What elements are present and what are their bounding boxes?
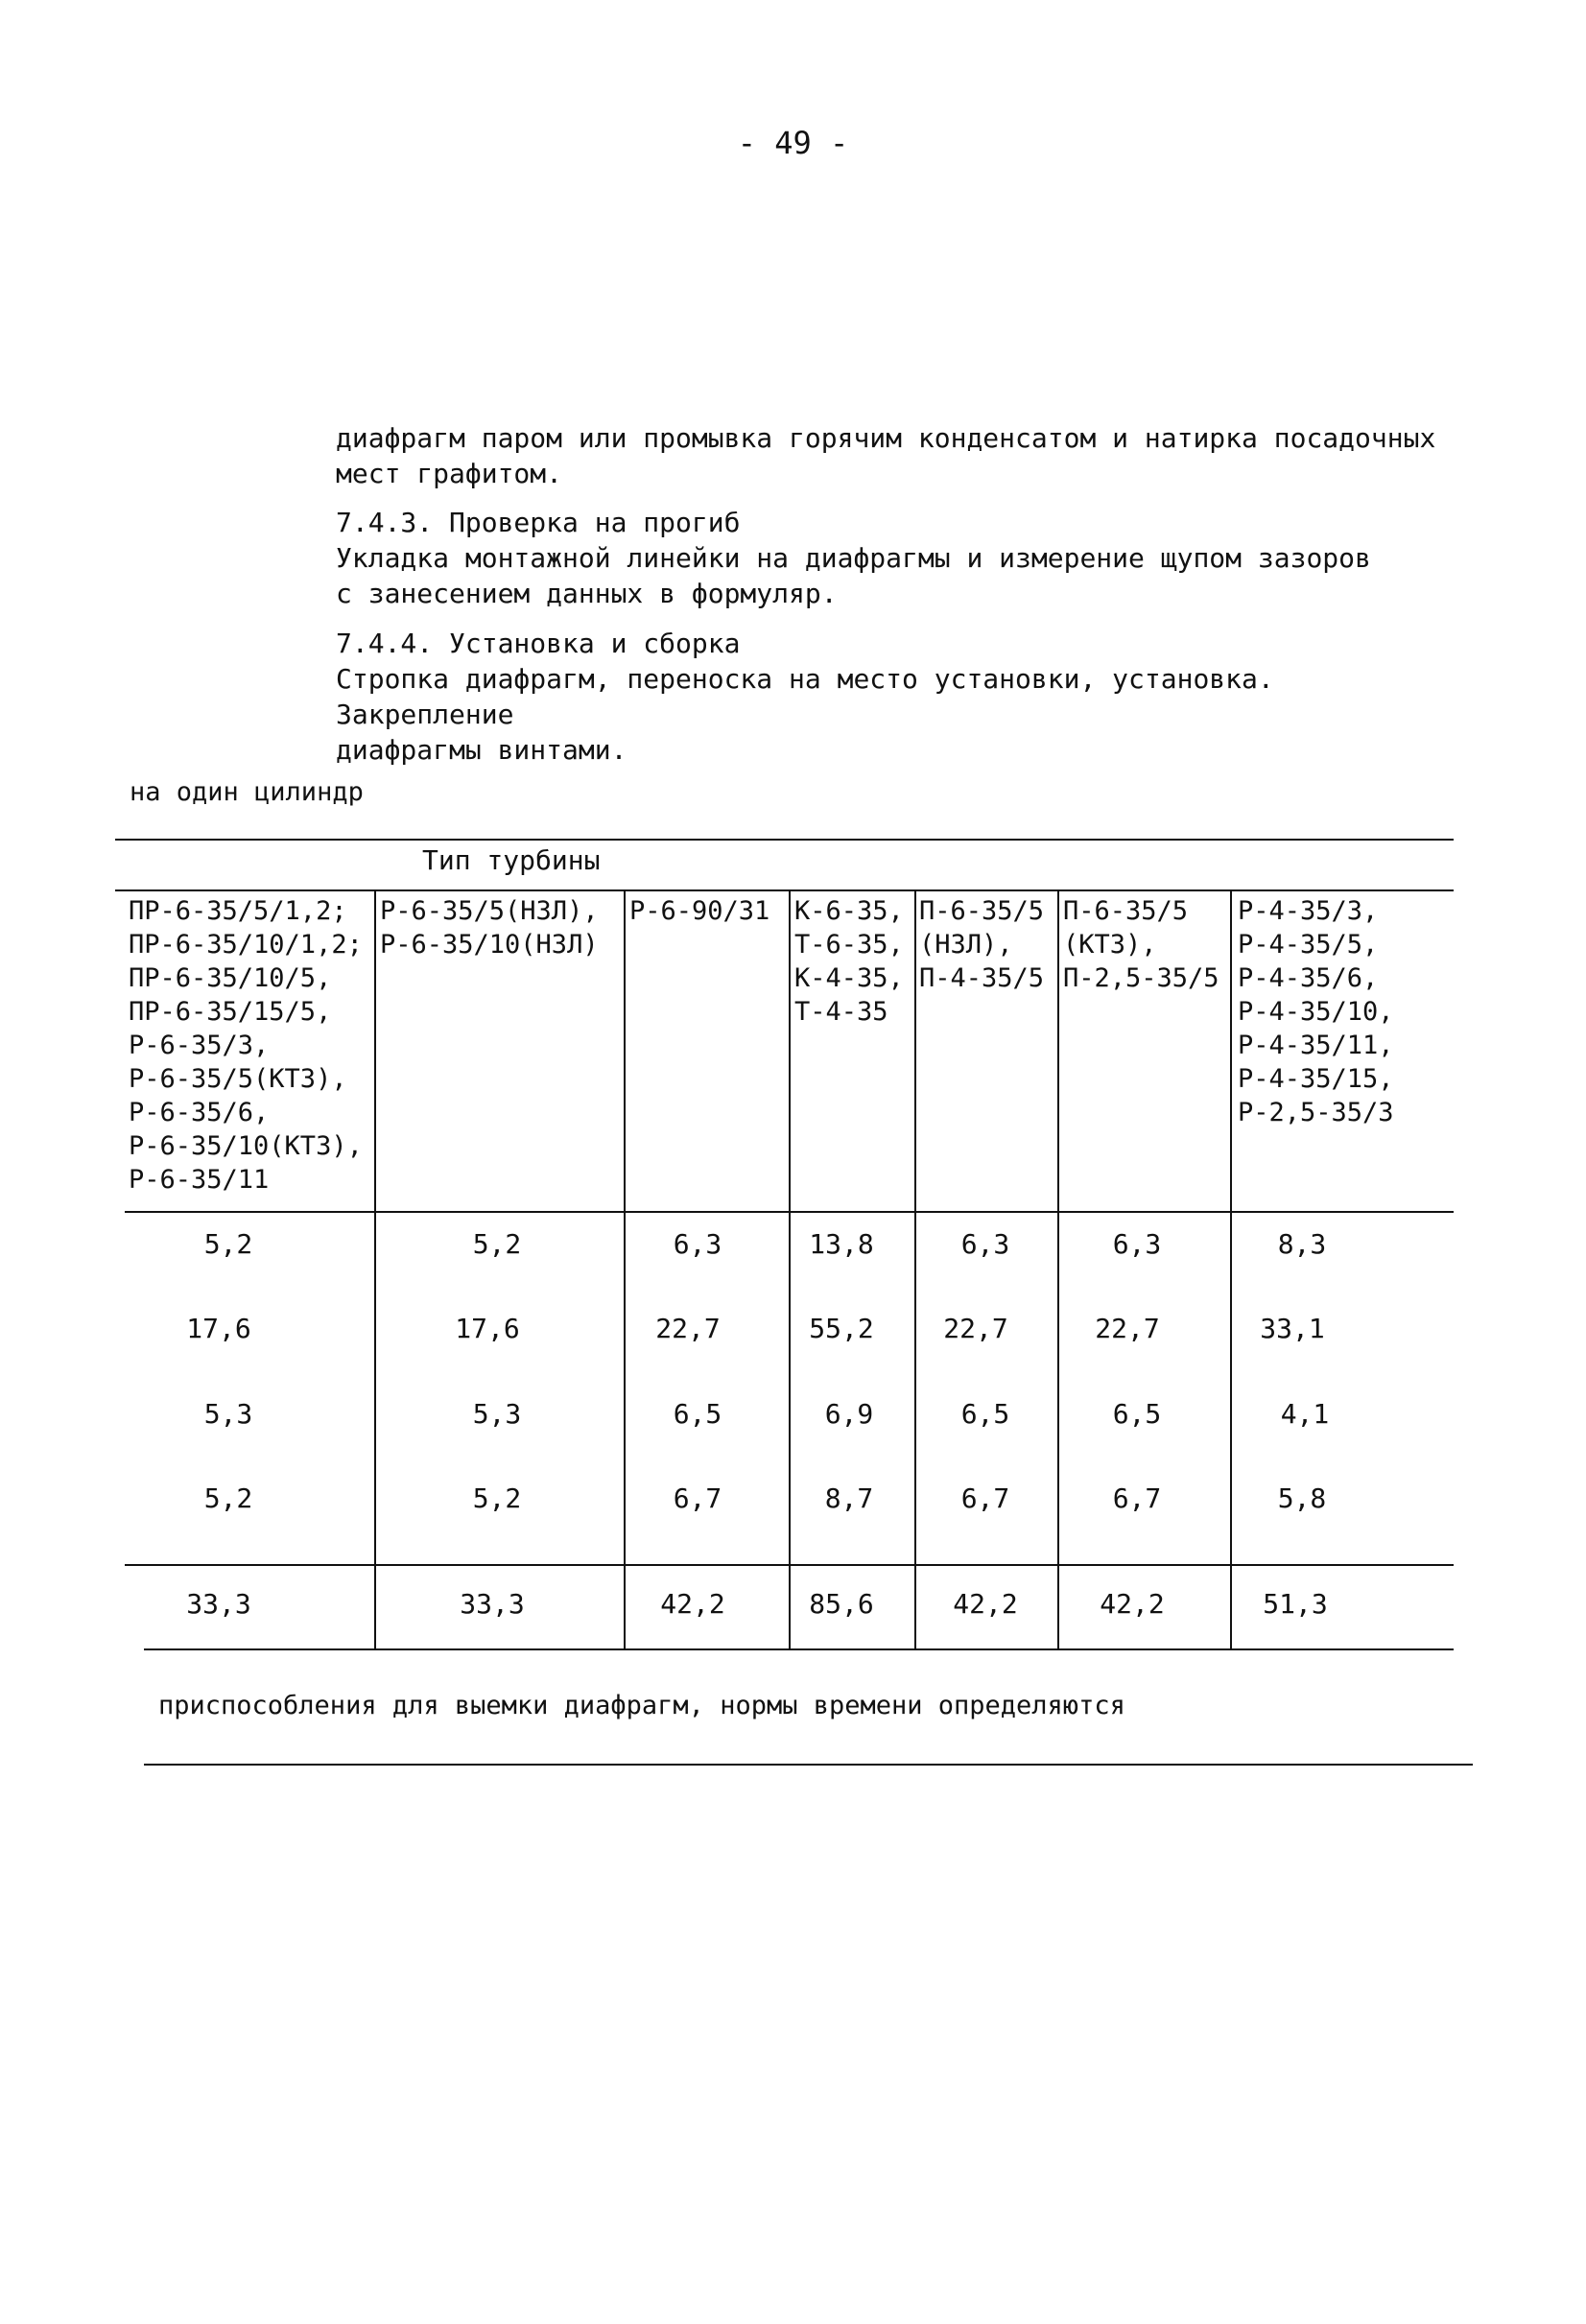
table-cell: 33,1 (1260, 1313, 1325, 1344)
table-cell: 8,3 (1277, 1228, 1327, 1260)
table-cell: 6,9 (824, 1398, 874, 1430)
table-cell: 22,7 (943, 1313, 1008, 1344)
table-cell: 5,2 (203, 1228, 253, 1260)
table-cell: 17,6 (186, 1313, 251, 1344)
column-heading: Р-6-90/31 (629, 896, 770, 926)
table-cell: 51,3 (1263, 1588, 1328, 1620)
table-cell: 6,3 (960, 1228, 1010, 1260)
table-cell: 6,5 (1112, 1398, 1162, 1430)
table-cell: 17,6 (455, 1313, 520, 1344)
column-divider (789, 889, 791, 1648)
column-divider (1057, 889, 1059, 1648)
table-cell: 22,7 (1095, 1313, 1160, 1344)
column-heading: ПР-6-35/5/1,2; ПР-6-35/10/1,2; ПР-6-35/10/5, ПР-6-35/15/5, Р-6-35/3, Р-6-35/5(КТЗ), Р-6-35/6, Р-6-35/10(КТЗ), Р-6-35/11 (129, 896, 363, 1195)
column-heading: Р-4-35/3, Р-4-35/5, Р-4-35/6, Р-4-35/10, Р-4-35/11, Р-4-35/15, Р-2,5-35/3 (1238, 896, 1394, 1127)
table-cell: 5,2 (203, 1482, 253, 1514)
table-cell: 5,8 (1277, 1482, 1327, 1514)
table-caption: на один цилиндр (130, 777, 364, 807)
table-cell: 8,7 (824, 1482, 874, 1514)
table-cell: 33,3 (460, 1588, 525, 1620)
totals-bottom-rule (144, 1648, 1454, 1650)
table-cell: 33,3 (186, 1588, 251, 1620)
table-cell: 5,2 (472, 1482, 522, 1514)
footnote-rule (144, 1764, 1473, 1766)
table-cell: 6,7 (1112, 1482, 1162, 1514)
table-cell: 6,5 (673, 1398, 722, 1430)
table-cell: 42,2 (1100, 1588, 1165, 1620)
column-divider (914, 889, 916, 1648)
column-divider (374, 889, 376, 1648)
table-cell: 5,2 (472, 1228, 522, 1260)
table-top-rule (115, 839, 1454, 841)
header-rule (115, 889, 1454, 891)
table-cell: 5,3 (472, 1398, 522, 1430)
table-cell: 22,7 (655, 1313, 721, 1344)
paragraph-steam-cleaning: диафрагм паром или промывка горячим конденсатом и натирка посадочных мест графитом. (336, 422, 1436, 489)
table-cell: 6,3 (673, 1228, 722, 1260)
column-heading: К-6-35, Т-6-35, К-4-35, Т-4-35 (794, 896, 904, 1027)
table-cell: 13,8 (809, 1228, 874, 1260)
table-cell: 55,2 (809, 1313, 874, 1344)
table-cell: 6,7 (673, 1482, 722, 1514)
table-cell: 42,2 (953, 1588, 1018, 1620)
paragraph-deflection-check: 7.4.3. Проверка на прогиб Укладка монтажной линейки на диафрагмы и измерение щупом зазоров с занесением данных в формуляр. (336, 507, 1371, 609)
table-cell: 6,3 (1112, 1228, 1162, 1260)
page-number: - 49 - (737, 125, 849, 161)
table-cell: 5,3 (203, 1398, 253, 1430)
column-divider (624, 889, 626, 1648)
paragraph-installation: 7.4.4. Установка и сборка Стропка диафрагм, переноска на место установки, установка. Закрепление диафрагмы винтами. (336, 628, 1274, 766)
column-divider (1230, 889, 1232, 1648)
table-cell: 42,2 (660, 1588, 725, 1620)
footnote-text: приспособления для выемки диафрагм, нормы времени определяются (158, 1691, 1125, 1720)
table-header-turbine-type: Тип турбины (422, 844, 601, 876)
table-cell: 6,5 (960, 1398, 1010, 1430)
table-cell: 6,7 (960, 1482, 1010, 1514)
column-heading: П-6-35/5 (КТЗ), П-2,5-35/5 (1063, 896, 1219, 993)
table-cell: 85,6 (809, 1588, 874, 1620)
table-cell: 4,1 (1280, 1398, 1330, 1430)
column-heading: Р-6-35/5(НЗЛ), Р-6-35/10(НЗЛ) (380, 896, 599, 960)
column-heading: П-6-35/5 (НЗЛ), П-4-35/5 (919, 896, 1045, 993)
